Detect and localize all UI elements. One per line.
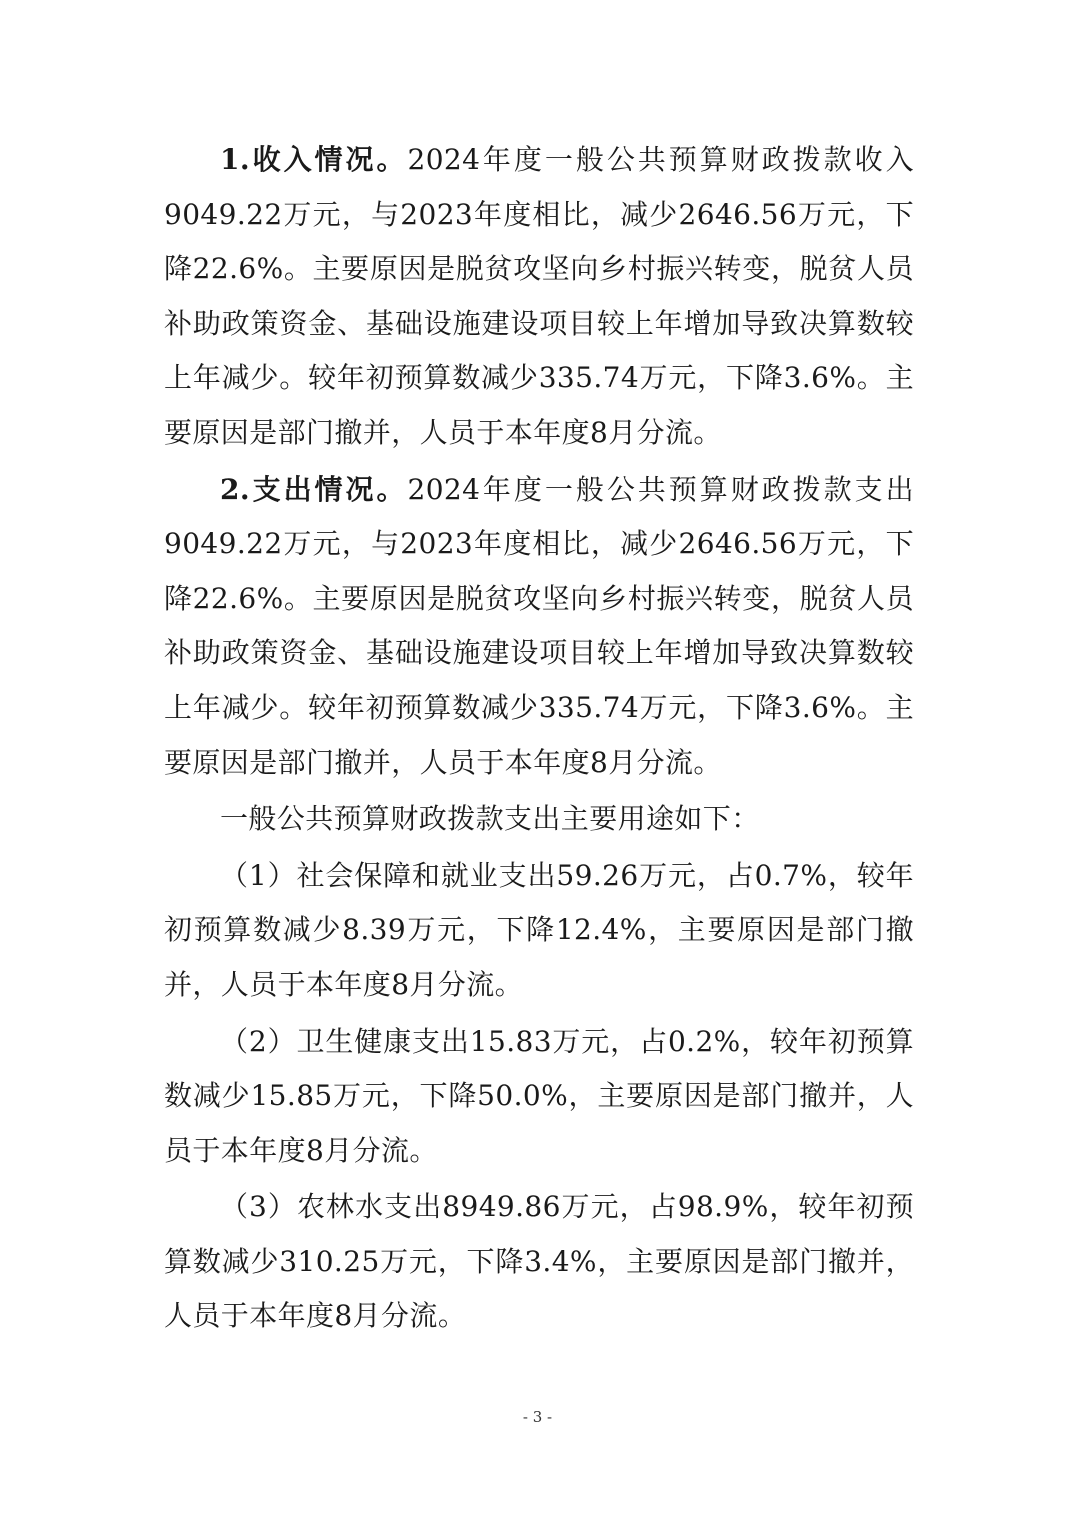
- uses-intro: 一般公共预算财政拨款支出主要用途如下：: [220, 802, 760, 836]
- use-item-health: （2）卫生健康支出15.83万元，占0.2%，较年初预算数减少15.85万元，下降50.0%，主要原因是部门撤并，人员于本年度8月分流。: [164, 1024, 914, 1167]
- document-body: [164, 133, 914, 1346]
- income-text: 2024年度一般公共预算财政拨款收入9049.22万元，与2023年度相比，减少2646.56万元，下降22.6%。主要原因是脱贫攻坚向乡村振兴转变，脱贫人员补助政策资金、基础设施建设项目较上年增加导致决算数较上年减少。较年初预算数减少335.74万元，下降3.6%。主要原因是部门撤并，人员于本年度8月分流。: [164, 143, 914, 449]
- expenditure-heading: 2.支出情况。: [220, 472, 408, 506]
- expenditure-paragraph: [164, 463, 914, 791]
- page-number: - 3 -: [522, 1408, 553, 1426]
- expenditure-text: 2024年度一般公共预算财政拨款支出9049.22万元，与2023年度相比，减少2646.56万元，下降22.6%。主要原因是脱贫攻坚向乡村振兴转变，脱贫人员补助政策资金、基础设施建设项目较上年增加导致决算数较上年减少。较年初预算数减少335.74万元，下降3.6%。主要原因是部门撤并，人员于本年度8月分流。: [164, 472, 914, 779]
- use-item-agriculture: （3）农林水支出8949.86万元，占98.9%，较年初预算数减少310.25万元，下降3.4%，主要原因是部门撤并，人员于本年度8月分流。: [164, 1190, 914, 1333]
- income-paragraph: [164, 133, 914, 461]
- use-item-social-security: （1）社会保障和就业支出59.26万元，占0.7%，较年初预算数减少8.39万元，下降12.4%，主要原因是部门撤并，人员于本年度8月分流。: [164, 858, 914, 1001]
- income-heading: 1.收入情况。: [220, 143, 408, 176]
